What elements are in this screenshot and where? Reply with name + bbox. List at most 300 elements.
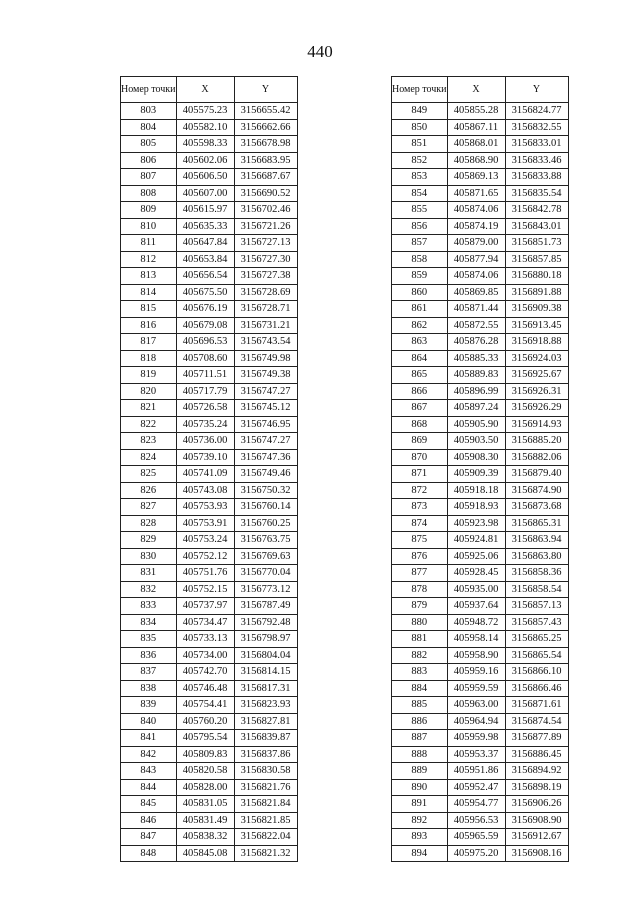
table-row [121, 614, 298, 631]
cell-point-number: 869 [392, 433, 448, 450]
header-point-number: Номер точки [121, 77, 177, 103]
cell-x: 405963.00 [447, 697, 505, 714]
cell-x: 405754.41 [176, 697, 234, 714]
cell-x: 405676.19 [176, 301, 234, 318]
table-row [121, 350, 298, 367]
cell-y: 3156683.95 [234, 152, 297, 169]
cell-y: 3156821.32 [234, 845, 297, 862]
cell-x: 405675.50 [176, 284, 234, 301]
cell-point-number: 830 [121, 548, 177, 565]
cell-y: 3156908.16 [505, 845, 568, 862]
cell-y: 3156866.46 [505, 680, 568, 697]
table-row [392, 284, 569, 301]
cell-y: 3156874.90 [505, 482, 568, 499]
cell-point-number: 886 [392, 713, 448, 730]
cell-point-number: 854 [392, 185, 448, 202]
cell-y: 3156798.97 [234, 631, 297, 648]
cell-point-number: 885 [392, 697, 448, 714]
cell-point-number: 803 [121, 103, 177, 120]
cell-x: 405795.54 [176, 730, 234, 747]
cell-point-number: 815 [121, 301, 177, 318]
cell-point-number: 857 [392, 235, 448, 252]
cell-x: 405874.06 [447, 268, 505, 285]
table-row [121, 416, 298, 433]
table-row [121, 746, 298, 763]
cell-y: 3156727.30 [234, 251, 297, 268]
table-row [392, 730, 569, 747]
cell-point-number: 861 [392, 301, 448, 318]
table-row [121, 334, 298, 351]
table-row [121, 845, 298, 862]
table-row [121, 779, 298, 796]
cell-y: 3156702.46 [234, 202, 297, 219]
cell-x: 405874.19 [447, 218, 505, 235]
table-row [121, 152, 298, 169]
cell-point-number: 832 [121, 581, 177, 598]
cell-x: 405679.08 [176, 317, 234, 334]
cell-x: 405868.90 [447, 152, 505, 169]
cell-x: 405937.64 [447, 598, 505, 615]
cell-y: 3156804.04 [234, 647, 297, 664]
cell-y: 3156731.21 [234, 317, 297, 334]
cell-y: 3156746.95 [234, 416, 297, 433]
cell-point-number: 835 [121, 631, 177, 648]
cell-y: 3156879.40 [505, 466, 568, 483]
cell-y: 3156821.76 [234, 779, 297, 796]
cell-y: 3156898.19 [505, 779, 568, 796]
cell-x: 405739.10 [176, 449, 234, 466]
table-row [392, 251, 569, 268]
cell-x: 405954.77 [447, 796, 505, 813]
cell-y: 3156918.88 [505, 334, 568, 351]
cell-x: 405753.93 [176, 499, 234, 516]
cell-y: 3156662.66 [234, 119, 297, 136]
cell-y: 3156749.46 [234, 466, 297, 483]
cell-y: 3156914.93 [505, 416, 568, 433]
cell-y: 3156833.88 [505, 169, 568, 186]
cell-point-number: 852 [392, 152, 448, 169]
cell-y: 3156760.25 [234, 515, 297, 532]
table-row [121, 730, 298, 747]
cell-y: 3156858.36 [505, 565, 568, 582]
cell-x: 405935.00 [447, 581, 505, 598]
cell-y: 3156877.89 [505, 730, 568, 747]
cell-x: 405953.37 [447, 746, 505, 763]
cell-point-number: 813 [121, 268, 177, 285]
table-row [121, 499, 298, 516]
cell-y: 3156880.18 [505, 268, 568, 285]
cell-point-number: 894 [392, 845, 448, 862]
cell-x: 405879.00 [447, 235, 505, 252]
cell-point-number: 874 [392, 515, 448, 532]
table-row [121, 565, 298, 582]
cell-point-number: 838 [121, 680, 177, 697]
cell-x: 405696.53 [176, 334, 234, 351]
cell-x: 405958.14 [447, 631, 505, 648]
table-row [392, 829, 569, 846]
cell-y: 3156824.77 [505, 103, 568, 120]
cell-point-number: 876 [392, 548, 448, 565]
cell-point-number: 883 [392, 664, 448, 681]
cell-point-number: 848 [121, 845, 177, 862]
cell-point-number: 863 [392, 334, 448, 351]
table-row [121, 548, 298, 565]
cell-x: 405647.84 [176, 235, 234, 252]
cell-point-number: 836 [121, 647, 177, 664]
cell-y: 3156912.67 [505, 829, 568, 846]
cell-x: 405975.20 [447, 845, 505, 862]
cell-point-number: 859 [392, 268, 448, 285]
cell-y: 3156894.92 [505, 763, 568, 780]
cell-y: 3156833.46 [505, 152, 568, 169]
cell-y: 3156837.86 [234, 746, 297, 763]
cell-x: 405958.90 [447, 647, 505, 664]
cell-x: 405874.06 [447, 202, 505, 219]
table-row [392, 400, 569, 417]
table-row [121, 251, 298, 268]
cell-x: 405733.13 [176, 631, 234, 648]
table-row [392, 202, 569, 219]
cell-x: 405717.79 [176, 383, 234, 400]
cell-x: 405909.39 [447, 466, 505, 483]
table-row [121, 202, 298, 219]
cell-point-number: 856 [392, 218, 448, 235]
table-row [121, 581, 298, 598]
table-row [392, 598, 569, 615]
cell-point-number: 862 [392, 317, 448, 334]
cell-x: 405877.94 [447, 251, 505, 268]
table-row [121, 103, 298, 120]
cell-point-number: 824 [121, 449, 177, 466]
cell-x: 405889.83 [447, 367, 505, 384]
table-row [392, 218, 569, 235]
cell-x: 405959.16 [447, 664, 505, 681]
cell-y: 3156924.03 [505, 350, 568, 367]
cell-point-number: 805 [121, 136, 177, 153]
table-row [392, 136, 569, 153]
cell-point-number: 881 [392, 631, 448, 648]
cell-y: 3156687.67 [234, 169, 297, 186]
cell-y: 3156760.14 [234, 499, 297, 516]
cell-y: 3156728.71 [234, 301, 297, 318]
cell-point-number: 843 [121, 763, 177, 780]
cell-x: 405918.93 [447, 499, 505, 516]
table-row [121, 697, 298, 714]
cell-point-number: 864 [392, 350, 448, 367]
cell-y: 3156882.06 [505, 449, 568, 466]
cell-point-number: 858 [392, 251, 448, 268]
cell-y: 3156743.54 [234, 334, 297, 351]
cell-x: 405742.70 [176, 664, 234, 681]
table-row [392, 169, 569, 186]
cell-y: 3156908.90 [505, 812, 568, 829]
table-row [121, 383, 298, 400]
table-row [392, 235, 569, 252]
cell-x: 405751.76 [176, 565, 234, 582]
cell-x: 405956.53 [447, 812, 505, 829]
table-row [121, 185, 298, 202]
cell-x: 405952.47 [447, 779, 505, 796]
cell-x: 405965.59 [447, 829, 505, 846]
table-row [121, 664, 298, 681]
table-row [121, 631, 298, 648]
cell-x: 405753.91 [176, 515, 234, 532]
cell-point-number: 831 [121, 565, 177, 582]
cell-x: 405726.58 [176, 400, 234, 417]
cell-x: 405653.84 [176, 251, 234, 268]
table-row [392, 416, 569, 433]
cell-y: 3156906.26 [505, 796, 568, 813]
cell-x: 405606.50 [176, 169, 234, 186]
cell-x: 405752.12 [176, 548, 234, 565]
cell-y: 3156885.20 [505, 433, 568, 450]
cell-point-number: 826 [121, 482, 177, 499]
table-row [121, 433, 298, 450]
cell-x: 405959.59 [447, 680, 505, 697]
cell-x: 405871.65 [447, 185, 505, 202]
cell-x: 405905.90 [447, 416, 505, 433]
cell-x: 405760.20 [176, 713, 234, 730]
cell-point-number: 816 [121, 317, 177, 334]
cell-x: 405928.45 [447, 565, 505, 582]
table-row [392, 268, 569, 285]
cell-x: 405918.18 [447, 482, 505, 499]
table-row [392, 581, 569, 598]
cell-y: 3156821.84 [234, 796, 297, 813]
coordinates-table-left [120, 76, 298, 862]
header-point-number: Номер точки [392, 77, 448, 103]
cell-y: 3156909.38 [505, 301, 568, 318]
table-row [392, 334, 569, 351]
table-row [392, 499, 569, 516]
cell-point-number: 810 [121, 218, 177, 235]
page-number: 440 [307, 42, 333, 61]
cell-x: 405708.60 [176, 350, 234, 367]
cell-point-number: 870 [392, 449, 448, 466]
cell-x: 405959.98 [447, 730, 505, 747]
table-row [121, 532, 298, 549]
cell-x: 405831.49 [176, 812, 234, 829]
table-row [392, 763, 569, 780]
table-body-right [392, 103, 569, 862]
cell-point-number: 866 [392, 383, 448, 400]
table-row [392, 812, 569, 829]
cell-point-number: 892 [392, 812, 448, 829]
table-row [121, 482, 298, 499]
cell-point-number: 887 [392, 730, 448, 747]
table-row [392, 119, 569, 136]
cell-y: 3156871.61 [505, 697, 568, 714]
table-row [392, 301, 569, 318]
cell-x: 405602.06 [176, 152, 234, 169]
table-row [392, 103, 569, 120]
cell-y: 3156925.67 [505, 367, 568, 384]
cell-point-number: 868 [392, 416, 448, 433]
cell-x: 405964.94 [447, 713, 505, 730]
cell-y: 3156833.01 [505, 136, 568, 153]
header-y: Y [234, 77, 297, 103]
cell-point-number: 855 [392, 202, 448, 219]
cell-point-number: 865 [392, 367, 448, 384]
cell-x: 405831.05 [176, 796, 234, 813]
cell-x: 405753.24 [176, 532, 234, 549]
table-row [121, 680, 298, 697]
cell-y: 3156863.80 [505, 548, 568, 565]
cell-point-number: 809 [121, 202, 177, 219]
cell-y: 3156773.12 [234, 581, 297, 598]
cell-point-number: 884 [392, 680, 448, 697]
cell-x: 405741.09 [176, 466, 234, 483]
cell-y: 3156822.04 [234, 829, 297, 846]
cell-point-number: 880 [392, 614, 448, 631]
cell-y: 3156721.26 [234, 218, 297, 235]
cell-x: 405925.06 [447, 548, 505, 565]
table-row [121, 763, 298, 780]
cell-y: 3156891.88 [505, 284, 568, 301]
table-row [392, 532, 569, 549]
cell-point-number: 841 [121, 730, 177, 747]
table-row [392, 515, 569, 532]
cell-x: 405845.08 [176, 845, 234, 862]
table-row [392, 697, 569, 714]
cell-x: 405872.55 [447, 317, 505, 334]
cell-y: 3156749.98 [234, 350, 297, 367]
cell-y: 3156750.32 [234, 482, 297, 499]
cell-y: 3156792.48 [234, 614, 297, 631]
cell-point-number: 818 [121, 350, 177, 367]
cell-x: 405809.83 [176, 746, 234, 763]
table-row [121, 136, 298, 153]
cell-x: 405867.11 [447, 119, 505, 136]
cell-y: 3156926.29 [505, 400, 568, 417]
cell-x: 405896.99 [447, 383, 505, 400]
table-row [392, 631, 569, 648]
table-row [121, 235, 298, 252]
cell-point-number: 828 [121, 515, 177, 532]
cell-x: 405743.08 [176, 482, 234, 499]
cell-point-number: 804 [121, 119, 177, 136]
cell-point-number: 842 [121, 746, 177, 763]
table-row [121, 515, 298, 532]
cell-point-number: 822 [121, 416, 177, 433]
table-row [392, 614, 569, 631]
table-row [121, 449, 298, 466]
cell-point-number: 811 [121, 235, 177, 252]
cell-point-number: 812 [121, 251, 177, 268]
cell-point-number: 849 [392, 103, 448, 120]
table-header-row [121, 77, 298, 103]
table-row [392, 367, 569, 384]
table-row [121, 119, 298, 136]
cell-point-number: 844 [121, 779, 177, 796]
coordinates-table-right [391, 76, 569, 862]
table-row [121, 400, 298, 417]
cell-x: 405736.00 [176, 433, 234, 450]
cell-point-number: 807 [121, 169, 177, 186]
table-row [392, 796, 569, 813]
cell-point-number: 837 [121, 664, 177, 681]
cell-x: 405951.86 [447, 763, 505, 780]
table-row [392, 383, 569, 400]
cell-x: 405737.97 [176, 598, 234, 615]
cell-y: 3156823.93 [234, 697, 297, 714]
cell-x: 405607.00 [176, 185, 234, 202]
cell-point-number: 847 [121, 829, 177, 846]
cell-y: 3156865.25 [505, 631, 568, 648]
cell-y: 3156857.43 [505, 614, 568, 631]
cell-x: 405869.85 [447, 284, 505, 301]
cell-point-number: 871 [392, 466, 448, 483]
cell-y: 3156926.31 [505, 383, 568, 400]
cell-x: 405885.33 [447, 350, 505, 367]
cell-point-number: 823 [121, 433, 177, 450]
table-row [121, 466, 298, 483]
header-x: X [176, 77, 234, 103]
table-row [121, 796, 298, 813]
cell-x: 405735.24 [176, 416, 234, 433]
cell-y: 3156857.13 [505, 598, 568, 615]
cell-point-number: 878 [392, 581, 448, 598]
table-row [392, 548, 569, 565]
cell-y: 3156827.81 [234, 713, 297, 730]
cell-point-number: 806 [121, 152, 177, 169]
cell-y: 3156865.31 [505, 515, 568, 532]
cell-y: 3156873.68 [505, 499, 568, 516]
cell-y: 3156814.15 [234, 664, 297, 681]
table-header-row [392, 77, 569, 103]
table-row [392, 845, 569, 862]
table-row [121, 598, 298, 615]
table-row [121, 829, 298, 846]
cell-y: 3156728.69 [234, 284, 297, 301]
table-row [392, 466, 569, 483]
cell-y: 3156835.54 [505, 185, 568, 202]
cell-point-number: 820 [121, 383, 177, 400]
table-row [392, 350, 569, 367]
table-row [121, 713, 298, 730]
cell-x: 405711.51 [176, 367, 234, 384]
cell-y: 3156727.13 [234, 235, 297, 252]
table-row [392, 746, 569, 763]
table-row [121, 268, 298, 285]
cell-y: 3156913.45 [505, 317, 568, 334]
table-row [392, 449, 569, 466]
table-row [121, 367, 298, 384]
cell-y: 3156865.54 [505, 647, 568, 664]
cell-y: 3156745.12 [234, 400, 297, 417]
table-row [392, 647, 569, 664]
cell-y: 3156749.38 [234, 367, 297, 384]
cell-y: 3156747.27 [234, 433, 297, 450]
table-row [392, 680, 569, 697]
cell-point-number: 829 [121, 532, 177, 549]
cell-x: 405876.28 [447, 334, 505, 351]
cell-x: 405838.32 [176, 829, 234, 846]
cell-point-number: 891 [392, 796, 448, 813]
cell-x: 405869.13 [447, 169, 505, 186]
cell-x: 405734.00 [176, 647, 234, 664]
cell-point-number: 893 [392, 829, 448, 846]
cell-x: 405635.33 [176, 218, 234, 235]
cell-y: 3156857.85 [505, 251, 568, 268]
table-row [121, 301, 298, 318]
cell-y: 3156866.10 [505, 664, 568, 681]
cell-x: 405752.15 [176, 581, 234, 598]
cell-y: 3156830.58 [234, 763, 297, 780]
table-row [121, 169, 298, 186]
table-row [392, 664, 569, 681]
table-body-left [121, 103, 298, 862]
